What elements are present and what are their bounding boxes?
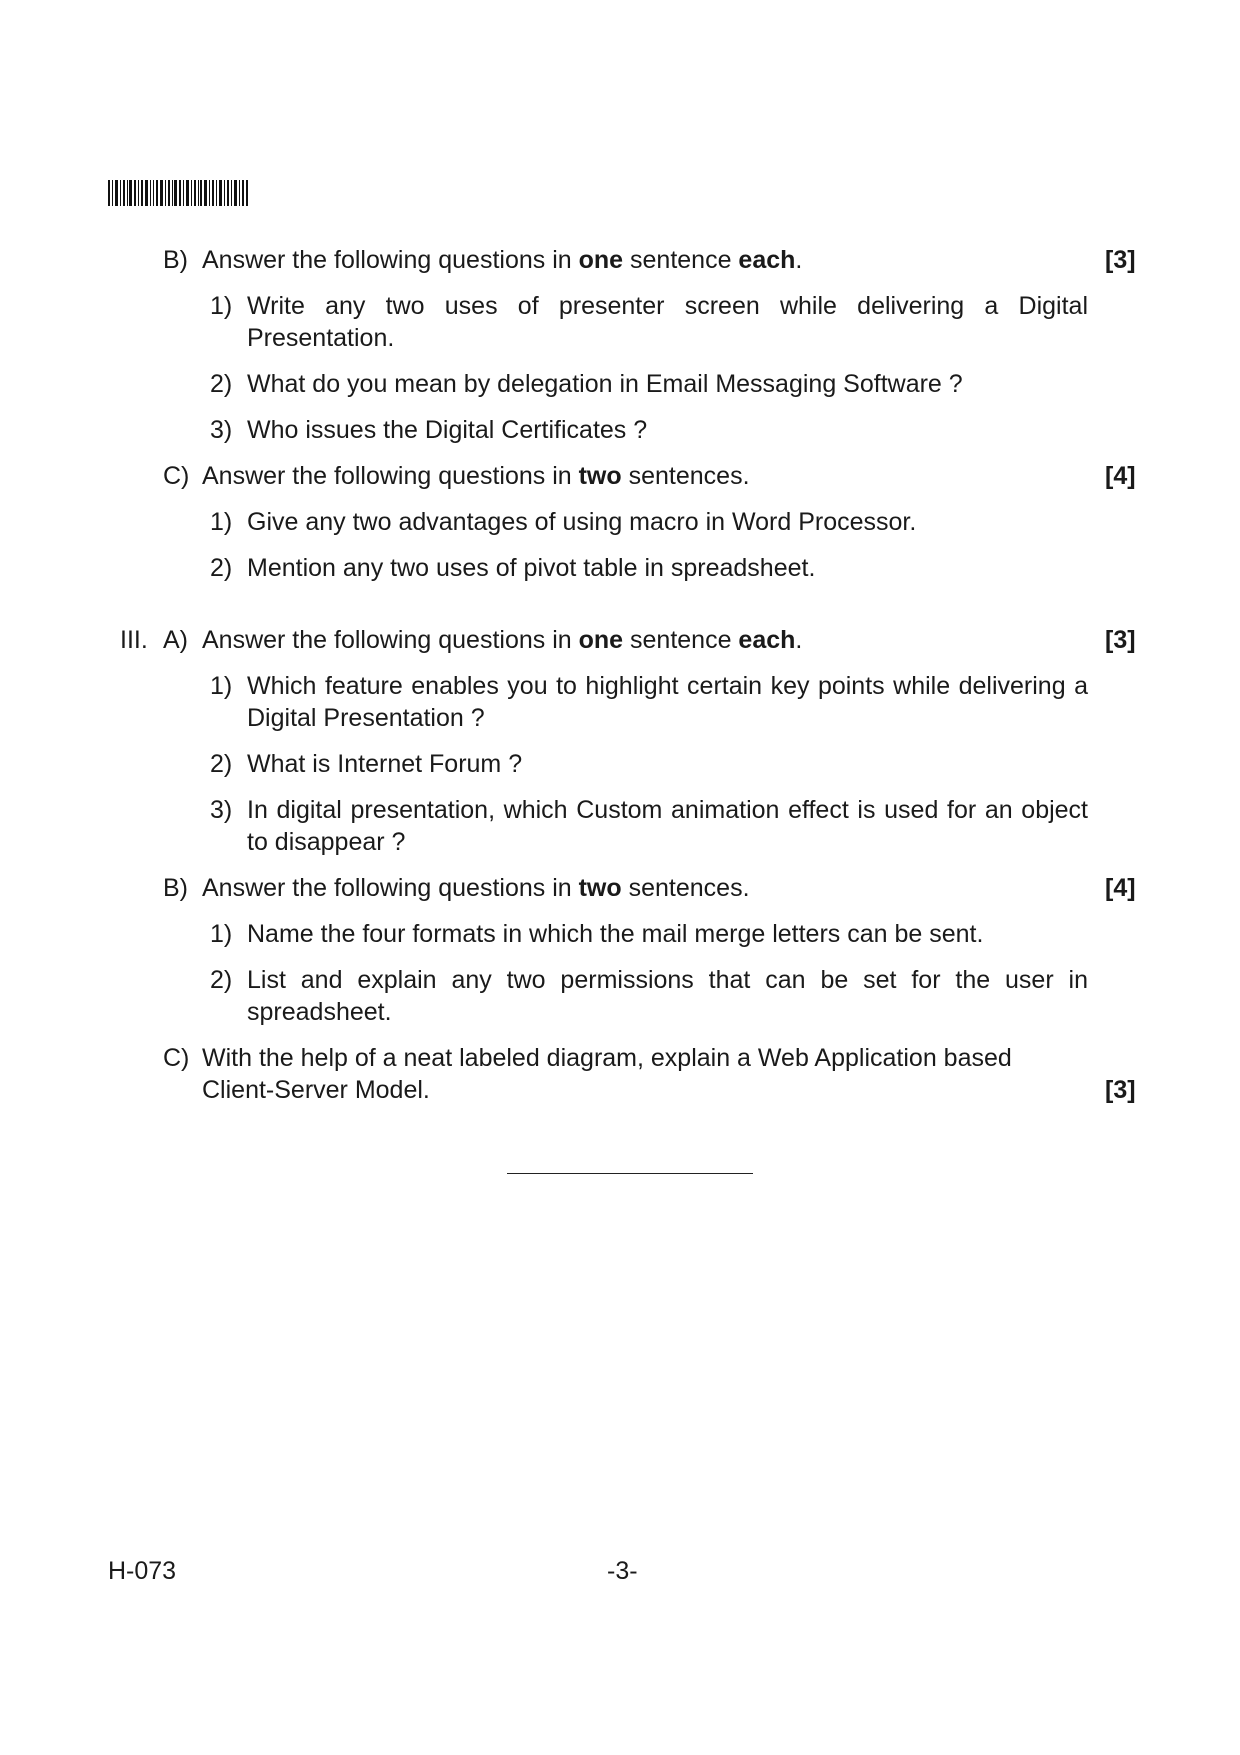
- section-instruction: Answer the following questions in one sentence each.: [202, 246, 803, 274]
- question-text: Who issues the Digital Certificates ?: [247, 416, 648, 444]
- section-label: A): [163, 626, 188, 654]
- question-number: 3): [210, 796, 233, 824]
- question-number: 2): [210, 750, 233, 778]
- section-instruction: Answer the following questions in two sentences.: [202, 874, 750, 902]
- page-number: -3-: [607, 1557, 638, 1585]
- end-rule: [507, 1173, 753, 1174]
- section-number: III.: [120, 626, 148, 654]
- section-marks: [4]: [1105, 462, 1136, 490]
- question-number: 2): [210, 554, 233, 582]
- question-text: Give any two advantages of using macro in Word Processor.: [247, 508, 917, 536]
- question-text: List and explain any two permissions that can be set for the user in spreadsheet.: [247, 966, 1088, 1026]
- question-text: In digital presentation, which Custom animation effect is used for an object to disappear ?: [247, 796, 1088, 856]
- question-text: Name the four formats in which the mail merge letters can be sent.: [247, 920, 984, 948]
- section-label: C): [163, 462, 190, 490]
- question-text: Write any two uses of presenter screen while delivering a Digital Presentation.: [247, 292, 1088, 352]
- question-number: 1): [210, 920, 233, 948]
- question-number: 2): [210, 966, 233, 994]
- section-instruction-line-2: Client-Server Model.: [202, 1076, 430, 1104]
- section-instruction-line-1: With the help of a neat labeled diagram, explain a Web Application based: [202, 1044, 1012, 1072]
- question-number: 1): [210, 672, 233, 700]
- section-marks: [3]: [1105, 626, 1136, 654]
- question-number: 3): [210, 416, 233, 444]
- question-text: What is Internet Forum ?: [247, 750, 523, 778]
- section-instruction: Answer the following questions in one sentence each.: [202, 626, 803, 654]
- question-text: Mention any two uses of pivot table in spreadsheet.: [247, 554, 816, 582]
- section-label: B): [163, 246, 188, 274]
- section-instruction: Answer the following questions in two sentences.: [202, 462, 750, 490]
- question-text: What do you mean by delegation in Email Messaging Software ?: [247, 370, 963, 398]
- barcode-icon: [108, 180, 248, 206]
- question-number: 1): [210, 292, 233, 320]
- section-marks: [4]: [1105, 874, 1136, 902]
- section-label: B): [163, 874, 188, 902]
- question-number: 1): [210, 508, 233, 536]
- section-marks: [3]: [1105, 246, 1136, 274]
- section-marks: [3]: [1105, 1076, 1136, 1104]
- question-number: 2): [210, 370, 233, 398]
- question-text: Which feature enables you to highlight certain key points while delivering a Digital Presentation ?: [247, 672, 1088, 732]
- paper-code: H-073: [108, 1557, 177, 1585]
- section-label: C): [163, 1044, 190, 1072]
